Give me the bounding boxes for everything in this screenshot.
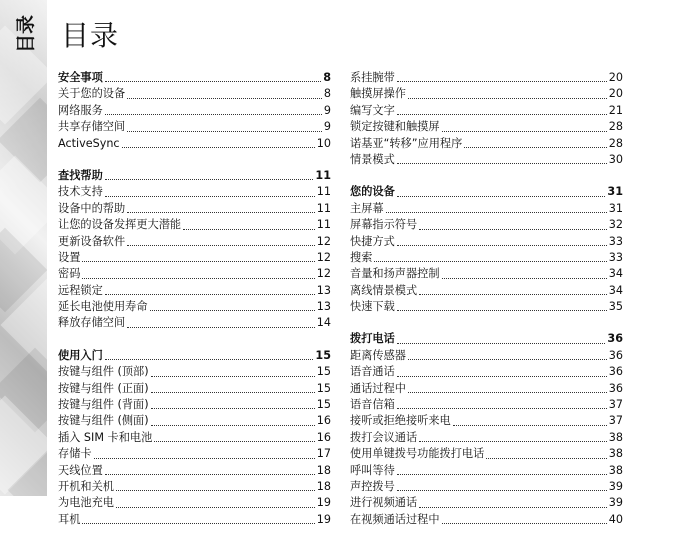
entry-title: 触摸屏操作 — [350, 87, 406, 101]
entry-title: 进行视频通话 — [350, 496, 418, 510]
entry-title: 语音通话 — [350, 365, 395, 379]
page-number: 17 — [316, 447, 331, 461]
dot-leader — [82, 277, 314, 279]
toc-entry[interactable] — [58, 495, 331, 511]
section-title: 您的设备 — [350, 185, 395, 199]
page-number: 16 — [316, 430, 331, 444]
entry-title: 按键与组件 (顶部) — [58, 365, 149, 379]
page-number: 39 — [608, 496, 623, 510]
dot-leader — [116, 489, 315, 491]
entry-title: 主屏幕 — [350, 201, 384, 215]
toc-entry[interactable] — [350, 266, 623, 282]
dot-leader — [397, 375, 607, 377]
page-number: 19 — [316, 496, 331, 510]
page-number: 38 — [608, 463, 623, 477]
dot-leader — [151, 391, 315, 393]
toc-entry[interactable] — [58, 299, 331, 315]
entry-title: 按键与组件 (侧面) — [58, 414, 149, 428]
dot-leader — [127, 244, 315, 246]
toc-entry[interactable] — [58, 119, 331, 135]
toc-entry[interactable] — [350, 348, 623, 364]
toc-entry[interactable] — [350, 430, 623, 446]
toc-entry[interactable] — [350, 364, 623, 380]
toc-entry[interactable] — [350, 217, 623, 233]
dot-leader — [122, 146, 315, 148]
entry-title: 快捷方式 — [350, 234, 395, 248]
entry-title: 技术支持 — [58, 185, 103, 199]
page-number: 30 — [608, 152, 623, 166]
toc-section — [58, 168, 331, 332]
toc-entry[interactable] — [58, 103, 331, 119]
page-number: 21 — [608, 103, 623, 117]
dot-leader — [116, 506, 315, 508]
entry-title: 设备中的帮助 — [58, 201, 126, 215]
page-number: 28 — [608, 136, 623, 150]
page-number: 33 — [608, 250, 623, 264]
entry-title: ActiveSync — [58, 136, 120, 150]
toc-left-column — [58, 70, 331, 544]
entry-title: 呼叫等待 — [350, 463, 395, 477]
dot-leader — [419, 228, 607, 230]
page-number: 15 — [316, 398, 331, 412]
entry-title: 编写文字 — [350, 103, 395, 117]
dot-leader — [397, 489, 607, 491]
dot-leader — [127, 326, 315, 328]
entry-title: 接听或拒绝接听来电 — [350, 414, 451, 428]
dot-leader — [82, 260, 314, 262]
page-number: 36 — [608, 381, 623, 395]
dot-leader — [105, 473, 315, 475]
page-number: 11 — [316, 185, 331, 199]
section-title: 查找帮助 — [58, 168, 103, 182]
toc-entry[interactable] — [350, 234, 623, 250]
toc-entry[interactable] — [350, 495, 623, 511]
toc-entry[interactable] — [58, 479, 331, 495]
toc-entry[interactable] — [350, 446, 623, 462]
page-number: 11 — [315, 168, 331, 182]
entry-title: 离线情景模式 — [350, 283, 418, 297]
dot-leader — [94, 457, 315, 459]
page-number: 20 — [608, 70, 623, 84]
section-title: 拨打电话 — [350, 332, 395, 346]
toc-entry[interactable] — [58, 136, 331, 152]
dot-leader — [464, 146, 606, 148]
page-number: 15 — [315, 348, 331, 362]
entry-title: 锁定按键和触摸屏 — [350, 120, 440, 134]
toc-section — [58, 348, 331, 528]
page-number: 34 — [608, 267, 623, 281]
page-number: 36 — [607, 332, 623, 346]
dot-leader — [154, 440, 314, 442]
entry-title: 按键与组件 (背面) — [58, 398, 149, 412]
toc-entry[interactable] — [58, 512, 331, 528]
toc-section — [350, 70, 623, 168]
dot-leader — [105, 293, 315, 295]
dot-leader — [105, 178, 314, 180]
page-number: 13 — [316, 300, 331, 314]
dot-leader — [105, 113, 322, 115]
page-number: 38 — [608, 447, 623, 461]
entry-title: 为电池充电 — [58, 496, 114, 510]
entry-title: 声控拨号 — [350, 479, 395, 493]
page-number: 16 — [316, 414, 331, 428]
page-number: 37 — [608, 414, 623, 428]
toc-entry[interactable] — [58, 463, 331, 479]
toc-section-heading[interactable] — [350, 331, 623, 347]
dot-leader — [105, 358, 314, 360]
dot-leader — [397, 162, 607, 164]
toc-section-heading[interactable] — [58, 168, 331, 184]
toc-entry[interactable] — [58, 364, 331, 380]
dot-leader — [105, 195, 315, 197]
entry-title: 远程锁定 — [58, 283, 103, 297]
entry-title: 音量和扬声器控制 — [350, 267, 440, 281]
toc-entry[interactable] — [58, 413, 331, 429]
page-number: 11 — [316, 218, 331, 232]
page-number: 11 — [316, 201, 331, 215]
dot-leader — [397, 244, 607, 246]
toc-entry[interactable] — [58, 86, 331, 102]
dot-leader — [151, 407, 315, 409]
entry-title: 存储卡 — [58, 447, 92, 461]
entry-title: 更新设备软件 — [58, 234, 126, 248]
entry-title: 网络服务 — [58, 103, 103, 117]
toc-entry[interactable] — [350, 152, 623, 168]
entry-title: 语音信箱 — [350, 398, 395, 412]
toc-entry[interactable] — [350, 299, 623, 315]
toc-entry[interactable] — [350, 103, 623, 119]
toc-entry[interactable] — [58, 266, 331, 282]
entry-title: 诺基亚“转移”应用程序 — [350, 136, 463, 150]
toc-entry[interactable] — [350, 283, 623, 299]
dot-leader — [127, 130, 322, 132]
page-number: 9 — [323, 103, 331, 117]
section-title: 使用入门 — [58, 348, 103, 362]
entry-title: 设置 — [58, 250, 81, 264]
entry-title: 拨打会议通话 — [350, 430, 418, 444]
page-number: 31 — [608, 201, 623, 215]
toc-entry[interactable] — [58, 446, 331, 462]
toc-section — [350, 184, 623, 315]
entry-title: 天线位置 — [58, 463, 103, 477]
entry-title: 搜索 — [350, 250, 373, 264]
toc-right-column — [350, 70, 623, 544]
dot-leader — [397, 473, 607, 475]
side-tab — [0, 0, 47, 496]
toc-entry[interactable] — [58, 430, 331, 446]
entry-title: 插入 SIM 卡和电池 — [58, 430, 153, 444]
page-number: 20 — [608, 87, 623, 101]
toc-section-heading[interactable] — [58, 70, 331, 86]
toc-entry[interactable] — [350, 86, 623, 102]
entry-title: 屏幕指示符号 — [350, 218, 418, 232]
page-number: 12 — [316, 250, 331, 264]
page-number: 28 — [608, 120, 623, 134]
entry-title: 系挂腕带 — [350, 70, 395, 84]
toc-entry[interactable] — [350, 463, 623, 479]
dot-leader — [419, 440, 607, 442]
page-number: 38 — [608, 430, 623, 444]
page-number: 15 — [316, 365, 331, 379]
dot-leader — [105, 80, 321, 82]
toc-entry[interactable] — [58, 283, 331, 299]
entry-title: 使用单键拨号功能拨打电话 — [350, 447, 485, 461]
dot-leader — [419, 293, 607, 295]
entry-title: 在视频通话过程中 — [350, 512, 440, 526]
dot-leader — [397, 113, 607, 115]
toc-entry[interactable] — [350, 70, 623, 86]
page-number: 10 — [316, 136, 331, 150]
page-number: 19 — [316, 512, 331, 526]
page-number: 36 — [608, 348, 623, 362]
page-number: 14 — [316, 316, 331, 330]
entry-title: 距离传感器 — [350, 348, 406, 362]
page-number: 35 — [608, 300, 623, 314]
dot-leader — [397, 80, 607, 82]
dot-leader — [486, 457, 606, 459]
toc-entry[interactable] — [58, 381, 331, 397]
page-number: 8 — [323, 87, 331, 101]
dot-leader — [397, 342, 606, 344]
dot-leader — [374, 260, 606, 262]
dot-leader — [397, 309, 607, 311]
entry-title: 快速下载 — [350, 300, 395, 314]
dot-leader — [419, 506, 607, 508]
page-number: 9 — [323, 120, 331, 134]
toc-entry[interactable] — [58, 234, 331, 250]
page-title: 目录 — [61, 19, 120, 52]
entry-title: 密码 — [58, 267, 81, 281]
toc-entry[interactable] — [350, 119, 623, 135]
toc-entry[interactable] — [58, 250, 331, 266]
page-number: 34 — [608, 283, 623, 297]
page-number: 39 — [608, 479, 623, 493]
dot-leader — [183, 228, 315, 230]
entry-title: 通话过程中 — [350, 381, 406, 395]
dot-leader — [397, 407, 607, 409]
entry-title: 耳机 — [58, 512, 81, 526]
page-number: 32 — [608, 218, 623, 232]
toc-entry[interactable] — [58, 397, 331, 413]
toc-section — [350, 331, 623, 528]
dot-leader — [127, 97, 322, 99]
dot-leader — [408, 391, 607, 393]
toc-entry[interactable] — [350, 136, 623, 152]
dot-leader — [151, 375, 315, 377]
dot-leader — [127, 211, 315, 213]
entry-title: 情景模式 — [350, 152, 395, 166]
dot-leader — [408, 358, 607, 360]
entry-title: 开机和关机 — [58, 479, 114, 493]
entry-title: 共享存储空间 — [58, 120, 126, 134]
page-number: 37 — [608, 398, 623, 412]
dot-leader — [151, 424, 315, 426]
toc-section — [58, 70, 331, 152]
page-number: 18 — [316, 479, 331, 493]
dot-leader — [82, 522, 314, 524]
toc-entry[interactable] — [350, 413, 623, 429]
entry-title: 延长电池使用寿命 — [58, 300, 148, 314]
toc-entry[interactable] — [58, 217, 331, 233]
page-number: 13 — [316, 283, 331, 297]
toc-entry[interactable] — [350, 381, 623, 397]
dot-leader — [397, 195, 606, 197]
toc-entry[interactable] — [58, 201, 331, 217]
dot-leader — [408, 97, 607, 99]
entry-title: 按键与组件 (正面) — [58, 381, 149, 395]
page-number: 15 — [316, 381, 331, 395]
dot-leader — [386, 211, 607, 213]
page-number: 12 — [316, 234, 331, 248]
entry-title: 关于您的设备 — [58, 87, 126, 101]
side-tab-label: 目录 — [14, 15, 37, 54]
toc-section-heading[interactable] — [350, 184, 623, 200]
page-number: 36 — [608, 365, 623, 379]
section-title: 安全事项 — [58, 70, 103, 84]
page-number: 8 — [323, 70, 331, 84]
dot-leader — [442, 130, 607, 132]
page-number: 12 — [316, 267, 331, 281]
page-number: 33 — [608, 234, 623, 248]
toc-entry[interactable] — [350, 201, 623, 217]
dot-leader — [442, 277, 607, 279]
toc-entry[interactable] — [350, 479, 623, 495]
dot-leader — [150, 309, 315, 311]
page-number: 31 — [607, 185, 623, 199]
toc-entry[interactable] — [350, 512, 623, 528]
dot-leader — [453, 424, 607, 426]
entry-title: 释放存储空间 — [58, 316, 126, 330]
dot-leader — [442, 522, 607, 524]
page-number: 40 — [608, 512, 623, 526]
toc-entry[interactable] — [350, 397, 623, 413]
toc-entry[interactable] — [58, 315, 331, 331]
toc-entry[interactable] — [350, 250, 623, 266]
toc-section-heading[interactable] — [58, 348, 331, 364]
toc-entry[interactable] — [58, 184, 331, 200]
page-number: 18 — [316, 463, 331, 477]
entry-title: 让您的设备发挥更大潜能 — [58, 218, 182, 232]
